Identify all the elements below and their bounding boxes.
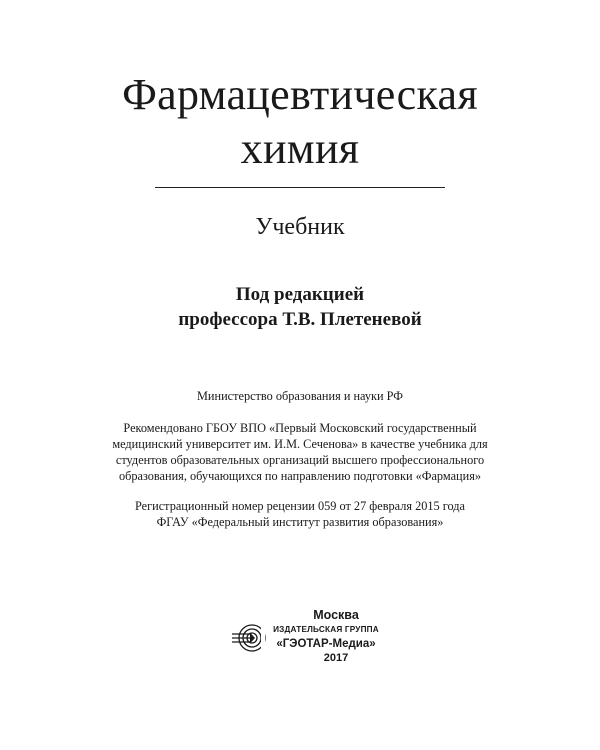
recommendation-line-2: медицинский университет им. И.М. Сеченова» в качестве учебника для xyxy=(112,437,488,451)
publisher-name: «ГЭОТАР-Медиа» xyxy=(276,638,376,650)
book-title-line-1: Фармацевтическая xyxy=(122,70,478,119)
ministry-line: Министерство образования и науки РФ xyxy=(196,389,404,403)
publisher-block xyxy=(230,608,380,668)
book-title-line-2: химия xyxy=(240,124,360,173)
publisher-city: Москва xyxy=(313,608,359,622)
publisher-group: ИЗДАТЕЛЬСКАЯ ГРУППА xyxy=(273,625,379,634)
title-divider xyxy=(155,187,445,188)
book-subtitle: Учебник xyxy=(255,214,345,240)
recommendation-line-3: студентов образовательных организаций высшего профессионального xyxy=(115,453,485,467)
publication-year: 2017 xyxy=(323,652,349,664)
registration-line-2: ФГАУ «Федеральный институт развития образования» xyxy=(156,515,444,529)
recommendation-line-4: образования, обучающихся по направлению подготовки «Фармация» xyxy=(118,469,482,483)
recommendation-line-1: Рекомендовано ГБОУ ВПО «Первый Московский государственный xyxy=(123,421,477,435)
editor-caption: Под редакцией xyxy=(235,284,365,305)
editor-name: профессора Т.В. Плетеневой xyxy=(178,309,422,330)
registration-line-1: Регистрационный номер рецензии 059 от 27 февраля 2015 года xyxy=(134,499,466,513)
geotar-logo-icon xyxy=(230,620,268,656)
